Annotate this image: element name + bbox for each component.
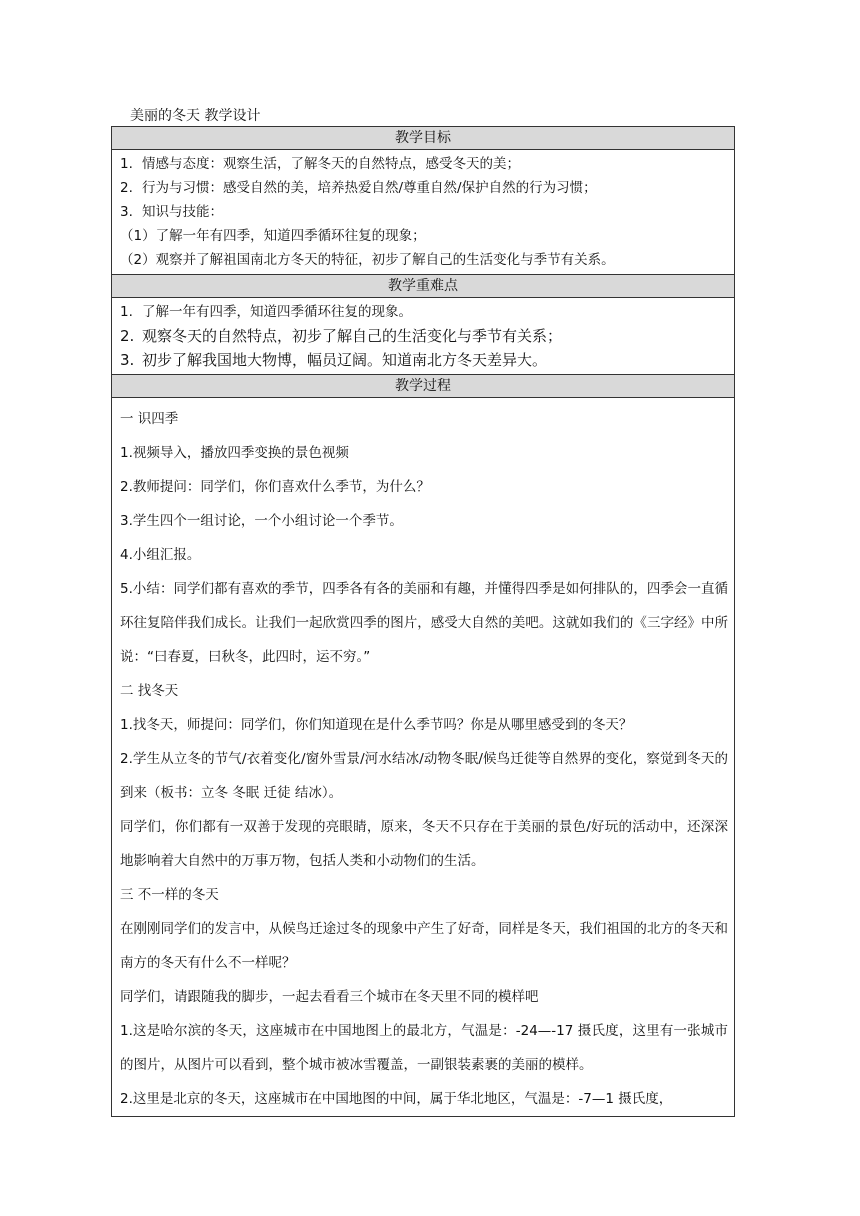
process-section <box>112 398 734 1116</box>
process-step: 1.找冬天，师提问：同学们，你们知道现在是什么季节吗？你是从哪里感受到的冬天？ <box>120 717 633 733</box>
process-step: 2.教师提问：同学们，你们喜欢什么季节，为什么？ <box>120 479 430 495</box>
goal-item: 1. 情感与态度：观察生活，了解冬天的自然特点，感受冬天的美； <box>120 156 520 172</box>
goal-subitem: （2）观察并了解祖国南北方冬天的特征，初步了解自己的生活变化与季节有关系。 <box>120 252 615 268</box>
goals-header: 教学目标 <box>112 127 734 150</box>
section-heading: 一 识四季 <box>120 411 179 427</box>
process-step: 2.学生从立冬的节气/衣着变化/窗外雪景/河水结冰/动物冬眠/候鸟迁徙等自然界的变化，察觉到冬天的到来（板书：立冬 冬眠 迁徒 结冰）。 <box>120 751 728 801</box>
section-heading: 二 找冬天 <box>120 683 179 699</box>
process-paragraph: 同学们，你们都有一双善于发现的亮眼睛，原来，冬天不只存在于美丽的景色/好玩的活动中，还深深地影响着大自然中的万事万物，包括人类和小动物们的生活。 <box>120 819 728 869</box>
process-header: 教学过程 <box>112 375 734 398</box>
process-step: 3.学生四个一组讨论，一个小组讨论一个季节。 <box>120 513 403 529</box>
process-step: 1.这是哈尔滨的冬天，这座城市在中国地图上的最北方，气温是：-24—-17 摄氏度，这里有一张城市的图片，从图片可以看到，整个城市被冰雪覆盖，一副银装素裹的美丽的模样。 <box>120 1023 728 1073</box>
goal-item: 3. 知识与技能： <box>120 204 223 220</box>
goals-section <box>112 150 734 275</box>
document-title: 美丽的冬天 教学设计 <box>130 108 261 124</box>
keypoints-section <box>112 298 734 375</box>
keypoint-item: 2. 观察冬天的自然特点，初步了解自己的生活变化与季节有关系； <box>120 327 563 345</box>
process-step: 2.这里是北京的冬天，这座城市在中国地图的中间，属于华北地区，气温是：-7—1 摄氏度， <box>120 1091 673 1107</box>
section-heading: 三 不一样的冬天 <box>120 887 219 903</box>
keypoint-item: 3. 初步了解我国地大物博，幅员辽阔。知道南北方冬天差异大。 <box>120 351 548 369</box>
keypoints-header: 教学重难点 <box>112 275 734 298</box>
process-step: 5.小结：同学们都有喜欢的季节，四季各有各的美丽和有趣，并懂得四季是如何排队的，四季会一直循环往复陪伴我们成长。让我们一起欣赏四季的图片，感受大自然的美吧。这就如我们的《三字经》中所说：“曰春夏，曰秋冬，此四时，运不穷。” <box>120 581 728 665</box>
process-paragraph: 同学们，请跟随我的脚步，一起去看看三个城市在冬天里不同的模样吧 <box>120 989 539 1005</box>
process-paragraph: 在刚刚同学们的发言中，从候鸟迁途过冬的现象中产生了好奇，同样是冬天，我们祖国的北方的冬天和南方的冬天有什么不一样呢？ <box>120 921 728 971</box>
goal-subitem: （1）了解一年有四季，知道四季循环往复的现象； <box>120 228 426 244</box>
lesson-plan-table <box>111 126 735 1117</box>
keypoint-item: 1. 了解一年有四季，知道四季循环往复的现象。 <box>120 304 412 320</box>
process-step: 1.视频导入，播放四季变换的景色视频 <box>120 445 349 461</box>
process-step: 4.小组汇报。 <box>120 547 201 563</box>
goal-item: 2. 行为与习惯：感受自然的美，培养热爱自然/尊重自然/保护自然的行为习惯； <box>120 180 597 196</box>
